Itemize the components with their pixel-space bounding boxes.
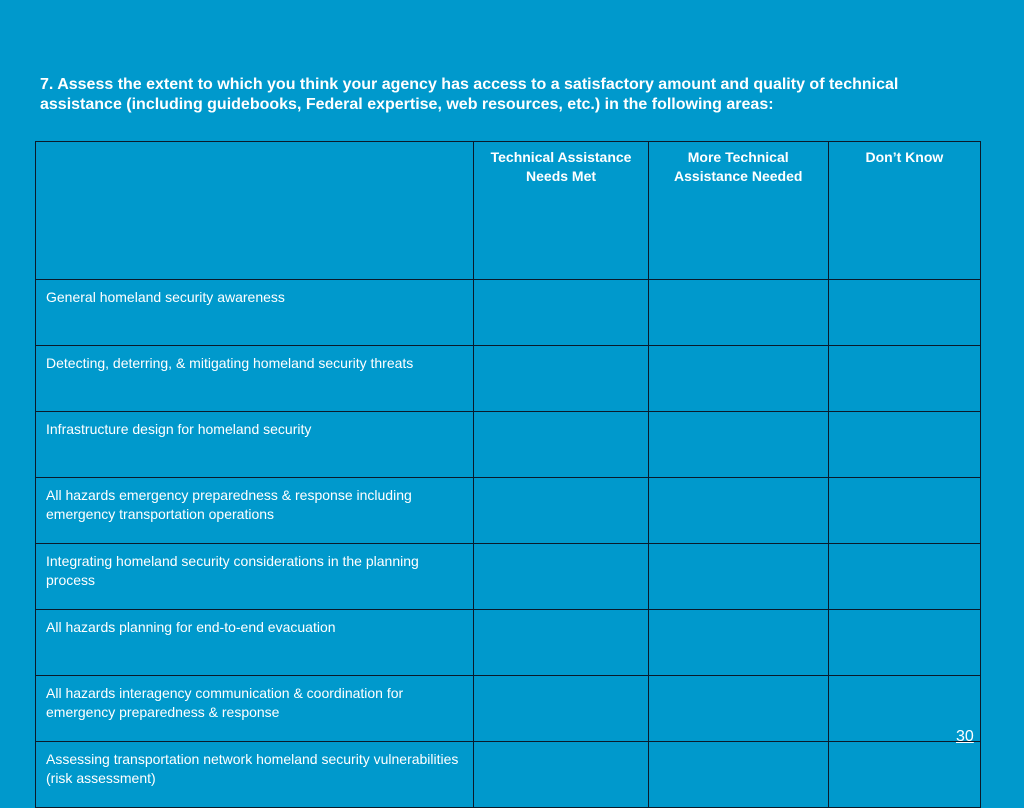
needs-met-cell[interactable] [474,742,648,808]
more-needed-cell[interactable] [648,742,828,808]
table-row [36,478,981,544]
row-label: General homeland security awareness [36,280,474,346]
header-more-needed: More Technical Assistance Needed [648,142,828,280]
table-row [36,346,981,412]
more-needed-cell[interactable] [648,346,828,412]
table-row [36,544,981,610]
needs-met-cell[interactable] [474,346,648,412]
table-row [36,610,981,676]
assessment-table [35,141,981,808]
dont-know-cell[interactable] [828,610,980,676]
header-area-cell [36,142,474,280]
row-label: All hazards planning for end-to-end evacuation [36,610,474,676]
page-number: 30 [956,728,974,745]
question-text: 7. Assess the extent to which you think your agency has access to a satisfactory amount and quality of technical assistance (including guidebooks, Federal expertise, web resources, etc.) in the following areas: [40,76,899,113]
needs-met-cell[interactable] [474,280,648,346]
dont-know-cell[interactable] [828,742,980,808]
header-dont-know: Don’t Know [828,142,980,280]
needs-met-cell[interactable] [474,478,648,544]
table-row [36,742,981,808]
table-row [36,412,981,478]
more-needed-cell[interactable] [648,280,828,346]
more-needed-cell[interactable] [648,676,828,742]
table-row [36,280,981,346]
header-needs-met: Technical Assistance Needs Met [474,142,648,280]
row-label: Infrastructure design for homeland security [36,412,474,478]
needs-met-cell[interactable] [474,610,648,676]
table-header-row [36,142,981,280]
row-label: Integrating homeland security considerations in the planning process [36,544,474,610]
needs-met-cell[interactable] [474,676,648,742]
more-needed-cell[interactable] [648,610,828,676]
row-label: All hazards emergency preparedness & response including emergency transportation operations [36,478,474,544]
more-needed-cell[interactable] [648,544,828,610]
dont-know-cell[interactable] [828,412,980,478]
dont-know-cell[interactable] [828,280,980,346]
needs-met-cell[interactable] [474,544,648,610]
dont-know-cell[interactable] [828,544,980,610]
more-needed-cell[interactable] [648,412,828,478]
dont-know-cell[interactable] [828,346,980,412]
dont-know-cell[interactable] [828,478,980,544]
row-label: All hazards interagency communication & coordination for emergency preparedness & response [36,676,474,742]
table-row [36,676,981,742]
more-needed-cell[interactable] [648,478,828,544]
row-label: Detecting, deterring, & mitigating homeland security threats [36,346,474,412]
needs-met-cell[interactable] [474,412,648,478]
row-label: Assessing transportation network homeland security vulnerabilities (risk assessment) [36,742,474,808]
